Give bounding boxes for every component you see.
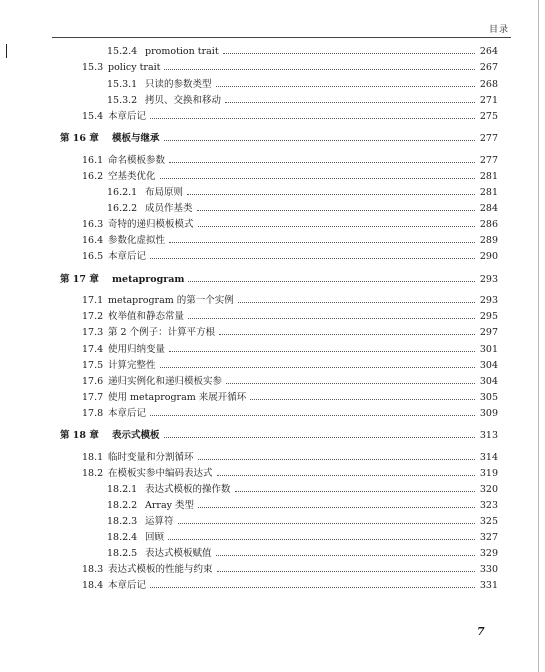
dot-leader <box>219 334 475 335</box>
entry-page: 267 <box>479 62 498 73</box>
entry-number: 18.2 <box>82 468 104 479</box>
toc-chapter[interactable] <box>60 426 498 441</box>
entry-number: 15.2.4 <box>107 46 138 57</box>
entry-page: 323 <box>479 500 498 511</box>
dot-leader <box>150 587 475 588</box>
entry-number: 16.2.1 <box>107 187 138 198</box>
toc-entry[interactable] <box>82 167 498 182</box>
toc-entry[interactable] <box>107 91 498 106</box>
dot-leader <box>150 118 475 119</box>
dot-leader <box>198 507 475 508</box>
entry-number: 17.5 <box>82 360 104 371</box>
entry-title: 成员作基类 <box>145 203 193 214</box>
toc-entry[interactable] <box>82 404 498 419</box>
page-number: 7 <box>477 625 485 638</box>
toc-entry[interactable] <box>82 448 498 463</box>
toc-entry[interactable] <box>82 323 498 338</box>
entry-number: 15.3 <box>82 62 104 73</box>
dot-leader <box>225 102 475 103</box>
entry-number: 17.1 <box>82 295 104 306</box>
toc-entry[interactable] <box>107 544 498 559</box>
dot-leader <box>235 491 475 492</box>
entry-number: 16.2 <box>82 171 104 182</box>
dot-leader <box>168 539 475 540</box>
entry-title: 表达式模板的性能与约束 <box>108 564 213 575</box>
entry-title: 参数化虚拟性 <box>108 235 166 246</box>
dot-leader <box>238 302 475 303</box>
toc-entry[interactable] <box>82 247 498 262</box>
toc-entry[interactable] <box>82 107 498 122</box>
header-label: 目录 <box>488 25 509 35</box>
entry-title: Array 类型 <box>145 500 194 511</box>
dot-leader <box>216 86 475 87</box>
dot-leader <box>188 281 475 282</box>
entry-number: 16.1 <box>82 155 104 166</box>
toc-entry[interactable] <box>82 356 498 371</box>
entry-page: 327 <box>479 532 498 543</box>
entry-title: 表达式模板赋值 <box>145 548 212 559</box>
entry-title: 回顾 <box>145 532 165 543</box>
entry-page: 330 <box>479 564 498 575</box>
entry-number: 17.2 <box>82 311 104 322</box>
entry-number: 18.1 <box>82 452 104 463</box>
entry-page: 301 <box>479 344 498 355</box>
entry-title: 使用归纳变量 <box>108 344 166 355</box>
entry-title: 表达式模板的操作数 <box>145 484 231 495</box>
dot-leader <box>169 242 475 243</box>
entry-title: 计算完整性 <box>108 360 156 371</box>
dot-leader <box>164 437 475 438</box>
entry-number: 18.2.5 <box>107 548 138 559</box>
entry-number: 18.3 <box>82 564 104 575</box>
entry-title: 使用 metaprogram 来展开循环 <box>108 392 247 403</box>
dot-leader <box>164 69 475 70</box>
toc-entry[interactable] <box>107 42 498 57</box>
chapter-number: 第 17 章 <box>60 274 99 285</box>
entry-page: 319 <box>479 468 498 479</box>
dot-leader <box>223 53 475 54</box>
entry-page: 271 <box>479 95 498 106</box>
binding-mark <box>6 44 7 58</box>
entry-title: 本章后记 <box>108 111 147 122</box>
entry-title: 空基类优化 <box>108 171 156 182</box>
dot-leader <box>217 571 475 572</box>
entry-title: metaprogram 的第一个实例 <box>108 295 234 306</box>
entry-number: 15.4 <box>82 111 104 122</box>
entry-page: 284 <box>479 203 498 214</box>
toc-chapter[interactable] <box>60 129 498 144</box>
entry-page: 297 <box>479 327 498 338</box>
dot-leader <box>169 162 475 163</box>
dot-leader <box>150 258 475 259</box>
entry-title: promotion trait <box>145 46 219 57</box>
entry-number: 16.3 <box>82 219 104 230</box>
chapter-number: 第 18 章 <box>60 430 99 441</box>
entry-title: 枚举值和静态常量 <box>108 311 185 322</box>
entry-page: 275 <box>479 111 498 122</box>
toc-entry[interactable] <box>82 560 498 575</box>
entry-page: 293 <box>479 295 498 306</box>
entry-page: 331 <box>479 580 498 591</box>
entry-title: 命名模板参数 <box>108 155 166 166</box>
dot-leader <box>198 459 475 460</box>
chapter-title: metaprogram <box>112 274 185 285</box>
entry-title: 本章后记 <box>108 408 147 419</box>
entry-page: 290 <box>479 251 498 262</box>
entry-page: 304 <box>479 360 498 371</box>
dot-leader <box>169 351 475 352</box>
dot-leader <box>226 383 475 384</box>
entry-number: 17.4 <box>82 344 104 355</box>
entry-title: 在模板实参中编码表达式 <box>108 468 213 479</box>
entry-page: 305 <box>479 392 498 403</box>
toc-entry[interactable] <box>107 75 498 90</box>
entry-title: 临时变量和分割循环 <box>108 452 194 463</box>
entry-title: 奇特的递归模板模式 <box>108 219 194 230</box>
entry-page: 289 <box>479 235 498 246</box>
dot-leader <box>160 178 475 179</box>
entry-page: 325 <box>479 516 498 527</box>
chapter-title: 表示式模板 <box>112 430 160 441</box>
dot-leader <box>187 194 475 195</box>
entry-number: 17.3 <box>82 327 104 338</box>
dot-leader <box>160 367 475 368</box>
dot-leader <box>250 399 475 400</box>
entry-page: 293 <box>479 274 498 285</box>
page-header <box>0 0 545 40</box>
entry-page: 314 <box>479 452 498 463</box>
entry-page: 286 <box>479 219 498 230</box>
dot-leader <box>178 523 475 524</box>
toc-entry[interactable] <box>107 528 498 543</box>
toc-entry[interactable] <box>82 231 498 246</box>
toc-entry[interactable] <box>82 215 498 230</box>
toc-entry[interactable] <box>82 464 498 479</box>
entry-page: 313 <box>479 430 498 441</box>
entry-title: 第 2 个例子：计算平方根 <box>108 327 216 338</box>
entry-page: 320 <box>479 484 498 495</box>
entry-number: 17.6 <box>82 376 104 387</box>
toc-entry[interactable] <box>82 291 498 306</box>
dot-leader <box>188 318 475 319</box>
toc-entry[interactable] <box>107 512 498 527</box>
entry-page: 264 <box>479 46 498 57</box>
entry-number: 18.2.2 <box>107 500 138 511</box>
toc-entry[interactable] <box>82 307 498 322</box>
entry-number: 16.5 <box>82 251 104 262</box>
toc-entry[interactable] <box>82 388 498 403</box>
chapter-title: 模板与继承 <box>112 133 160 144</box>
entry-number: 15.3.1 <box>107 79 138 90</box>
entry-title: 递归实例化和递归模板实参 <box>108 376 223 387</box>
entry-title: 运算符 <box>145 516 174 527</box>
toc-entry[interactable] <box>107 480 498 495</box>
header-rule <box>52 37 511 38</box>
toc-chapter[interactable] <box>60 270 498 285</box>
toc-entry[interactable] <box>82 58 498 73</box>
entry-page: 268 <box>479 79 498 90</box>
page-edge <box>538 0 539 672</box>
toc-entry[interactable] <box>82 151 498 166</box>
toc-entry[interactable] <box>107 183 498 198</box>
dot-leader <box>164 140 475 141</box>
toc-entry[interactable] <box>107 496 498 511</box>
entry-page: 329 <box>479 548 498 559</box>
entry-title: 拷贝、交换和移动 <box>145 95 222 106</box>
toc-entry[interactable] <box>82 340 498 355</box>
entry-title: 布局原则 <box>145 187 184 198</box>
entry-title: policy trait <box>108 62 161 73</box>
entry-title: 本章后记 <box>108 580 147 591</box>
dot-leader <box>217 475 475 476</box>
toc-entry[interactable] <box>82 576 498 591</box>
entry-number: 16.2.2 <box>107 203 138 214</box>
dot-leader <box>150 415 475 416</box>
dot-leader <box>216 555 475 556</box>
toc-entry[interactable] <box>82 372 498 387</box>
entry-page: 277 <box>479 155 498 166</box>
entry-page: 277 <box>479 133 498 144</box>
toc-entry[interactable] <box>107 199 498 214</box>
entry-title: 本章后记 <box>108 251 147 262</box>
entry-number: 16.4 <box>82 235 104 246</box>
entry-page: 309 <box>479 408 498 419</box>
entry-number: 18.2.1 <box>107 484 138 495</box>
entry-page: 281 <box>479 171 498 182</box>
entry-number: 18.4 <box>82 580 104 591</box>
entry-page: 304 <box>479 376 498 387</box>
entry-number: 18.2.3 <box>107 516 138 527</box>
dot-leader <box>198 226 475 227</box>
entry-number: 18.2.4 <box>107 532 138 543</box>
entry-page: 281 <box>479 187 498 198</box>
entry-page: 295 <box>479 311 498 322</box>
entry-number: 17.8 <box>82 408 104 419</box>
chapter-number: 第 16 章 <box>60 133 99 144</box>
entry-title: 只读的参数类型 <box>145 79 212 90</box>
entry-number: 15.3.2 <box>107 95 138 106</box>
dot-leader <box>197 210 475 211</box>
entry-number: 17.7 <box>82 392 104 403</box>
